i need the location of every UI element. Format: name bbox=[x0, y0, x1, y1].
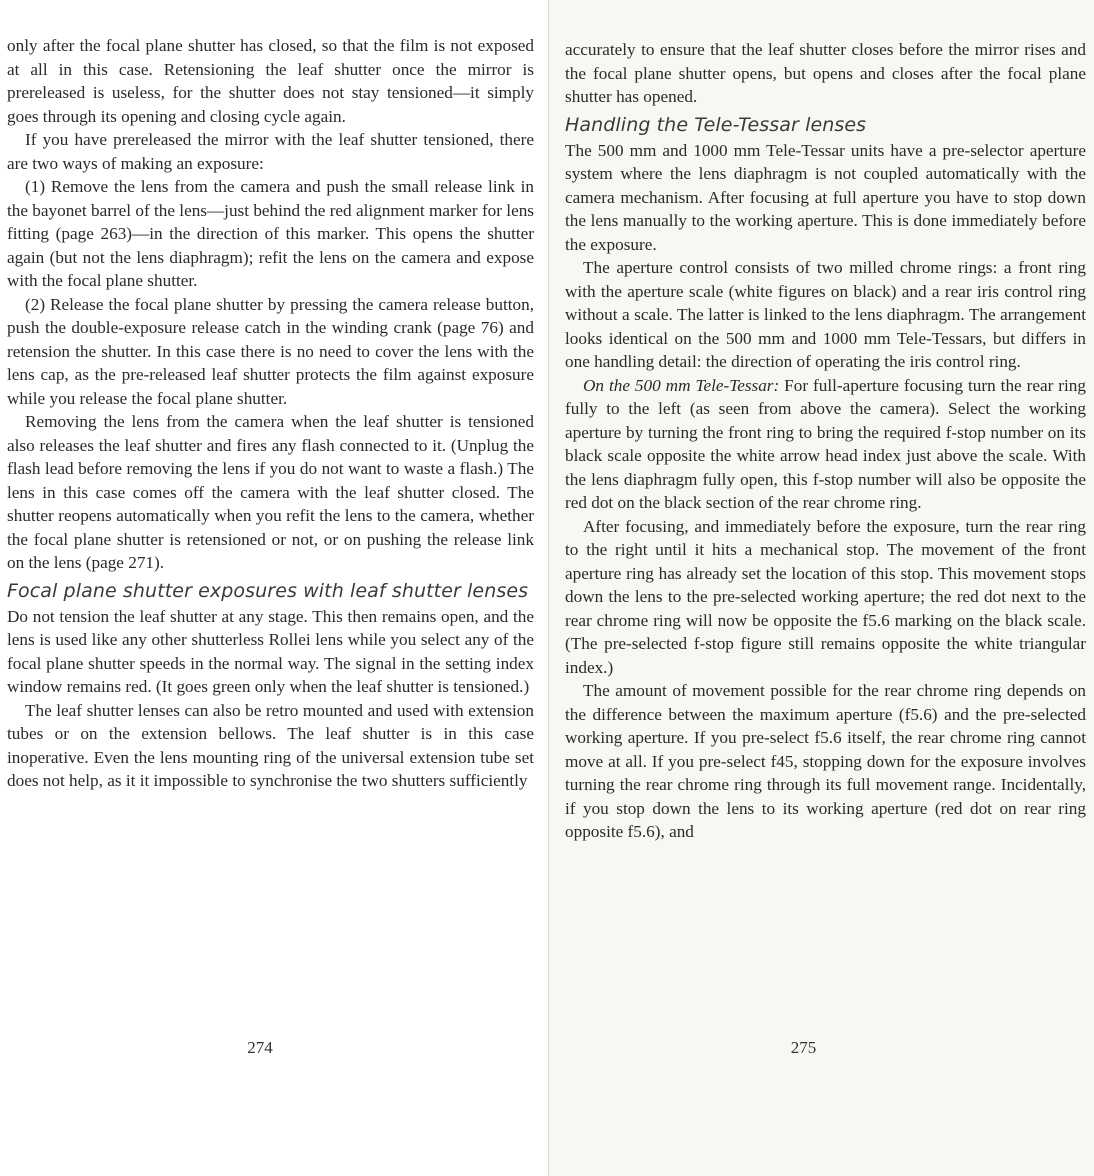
paragraph: only after the focal plane shutter has closed, so that the film is not exposed at all in this case. Retensioning the leaf shutter once the mirror is prereleased is useless, for the shutter does not stay tensioned—it simply goes through its opening and closing cycle again. bbox=[7, 36, 534, 126]
paragraph: The 500 mm and 1000 mm Tele-Tessar units have a pre-selector aperture system where the lens diaphragm is not coupled automatically with the camera mechanism. After focusing at full aperture you have to stop down the lens manually to the working aperture. This is done immediately before the exposure. bbox=[565, 140, 1086, 254]
paragraph: After focusing, and immediately before the exposure, turn the rear ring to the right until it hits a mechanical stop. The movement of the front aperture ring has already set the location of this stop. This movement stops down the lens to the pre-selected working aperture; the red dot next to the rear chrome ring will now be opposite the f5.6 marking on the black scale. (The pre-selected f-stop figure still remains opposite the white triangular index.) bbox=[565, 516, 1086, 677]
paragraph-lead-italic: On the 500 mm Tele-Tessar: bbox=[583, 375, 780, 395]
left-page-text bbox=[7, 34, 534, 793]
paragraph: If you have prereleased the mirror with the leaf shutter tensioned, there are two ways of making an exposure: bbox=[7, 130, 534, 173]
paragraph: Removing the lens from the camera when the leaf shutter is tensioned also releases the leaf shutter and fires any flash connected to it. (Unplug the flash lead before removing the lens if you do not want to waste a flash.) The lens in this case comes off the camera with the leaf shutter closed. The shutter reopens automatically when you refit the lens to the camera, whether the focal plane shutter is retensioned or not, or on pushing the release link on the lens (page 271). bbox=[7, 412, 534, 572]
page-number: 275 bbox=[790, 1038, 817, 1057]
paragraph: The aperture control consists of two milled chrome rings: a front ring with the aperture scale (white figures on black) and a rear iris control ring without a scale. The latter is linked to the lens diaphragm. The arrangement looks identical on the 500 mm and 1000 mm Tele-Tessars, but differs in one handling detail: the direction of operating the iris control ring. bbox=[565, 258, 1086, 371]
right-page-text bbox=[565, 38, 1086, 844]
paragraph bbox=[565, 374, 1086, 515]
page-number: 274 bbox=[247, 1038, 273, 1057]
section-heading: Focal plane shutter exposures with leaf shutter lenses bbox=[7, 579, 529, 602]
paragraph: accurately to ensure that the leaf shutter closes before the mirror rises and the focal plane shutter opens, but opens and closes after the focal plane shutter has opened. bbox=[565, 40, 1086, 106]
paragraph: Do not tension the leaf shutter at any stage. This then remains open, and the lens is used like any other shutterless Rollei lens while you select any of the focal plane shutter speeds in the normal way. The signal in the setting index window remains red. (It goes green only when the leaf shutter is tensioned.) bbox=[7, 606, 534, 696]
paragraph: (1) Remove the lens from the camera and push the small release link in the bayonet barrel of the lens—just behind the red alignment marker for lens fitting (page 263)—in the direction of this marker. This opens the shutter again (but not the lens diaphragm); refit the lens on the camera and expose with the focal plane shutter. bbox=[7, 177, 534, 290]
paragraph: The leaf shutter lenses can also be retro mounted and used with extension tubes or on the extension bellows. The leaf shutter is in this case inoperative. Even the lens mounting ring of the universal extension tube set does not help, as it it impossible to synchronise the two shutters sufficiently bbox=[7, 700, 534, 790]
right-page bbox=[548, 0, 1094, 1176]
section-heading: Handling the Tele-Tessar lenses bbox=[565, 113, 867, 136]
paragraph: The amount of movement possible for the rear chrome ring depends on the difference between the maximum aperture (f5.6) and the pre-selected working aperture. If you pre-select f5.6 itself, the rear chrome ring cannot move at all. If you pre-select f45, stopping down for the exposure involves turning the rear chrome ring through its full movement range. Incidentally, if you stop down the lens to its working aperture (red dot on rear ring opposite f5.6), and bbox=[565, 681, 1086, 841]
paragraph: (2) Release the focal plane shutter by pressing the camera release button, push the double-exposure release catch in the winding crank (page 76) and retension the shutter. In this case there is no need to cover the lens with the lens cap, as the pre-released leaf shutter protects the film against exposure while you release the focal plane shutter. bbox=[7, 294, 534, 408]
paragraph-body: For full-aperture focusing turn the rear ring fully to the left (as seen from above the camera). Select the working aperture by turning the front ring to bring the required f-stop number on its black scale opposite the white arrow head index just above the scale. With the lens diaphragm fully open, this f-stop number will also be opposite the red dot on the black section of the rear chrome ring. bbox=[565, 375, 1086, 512]
